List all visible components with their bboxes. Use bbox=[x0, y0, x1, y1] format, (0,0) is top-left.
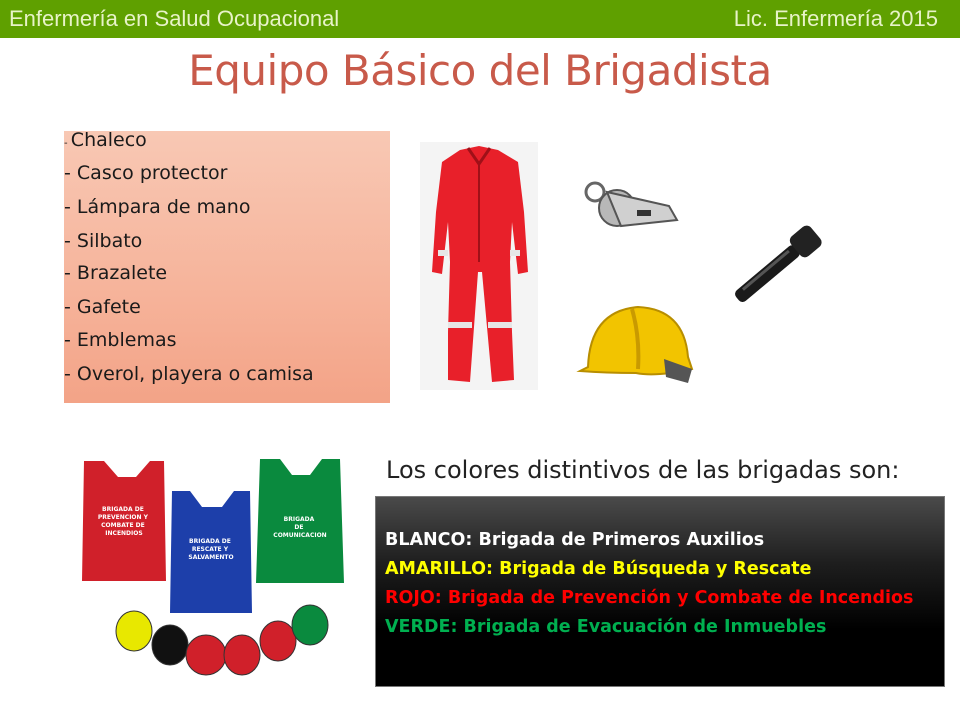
brigade-line-red: ROJO: Brigada de Prevención y Combate de Incendios bbox=[385, 588, 914, 608]
list-item: - Lámpara de mano bbox=[64, 196, 251, 218]
helmet-image bbox=[576, 297, 698, 385]
red-coverall-image bbox=[420, 142, 538, 390]
list-item: - Gafete bbox=[64, 296, 141, 318]
flashlight-image bbox=[722, 214, 834, 318]
list-item: - Emblemas bbox=[64, 329, 177, 351]
equipment-list-box bbox=[64, 131, 390, 403]
vest-label-red: BRIGADA DE PREVENCION Y COMBATE DE INCENDIOS bbox=[97, 506, 148, 537]
vest-label-green: BRIGADA DE COMUNICACION bbox=[273, 516, 327, 539]
brigade-colors-box bbox=[375, 496, 945, 687]
slide-title: Equipo Básico del Brigadista bbox=[188, 46, 772, 95]
header-bar bbox=[0, 0, 960, 38]
brigade-line-yellow: AMARILLO: Brigada de Búsqueda y Rescate bbox=[385, 559, 812, 579]
header-right-text: Lic. Enfermería 2015 bbox=[733, 6, 938, 31]
whistle-image bbox=[577, 168, 683, 232]
brigade-vests-image bbox=[74, 455, 354, 685]
list-item: - Casco protector bbox=[64, 162, 228, 184]
brigade-line-white: BLANCO: Brigada de Primeros Auxilios bbox=[385, 530, 765, 550]
colors-heading: Los colores distintivos de las brigadas son: bbox=[386, 456, 900, 484]
list-item: - Chaleco bbox=[64, 129, 147, 151]
list-item: - Brazalete bbox=[64, 262, 168, 284]
vest-label-blue: BRIGADA DE RESCATE Y SALVAMENTO bbox=[188, 538, 234, 561]
list-item: - Overol, playera o camisa bbox=[64, 363, 314, 385]
list-item: - Silbato bbox=[64, 230, 143, 252]
header-left-text: Enfermería en Salud Ocupacional bbox=[9, 6, 340, 31]
brigade-line-green: VERDE: Brigada de Evacuación de Inmuebles bbox=[385, 617, 827, 637]
